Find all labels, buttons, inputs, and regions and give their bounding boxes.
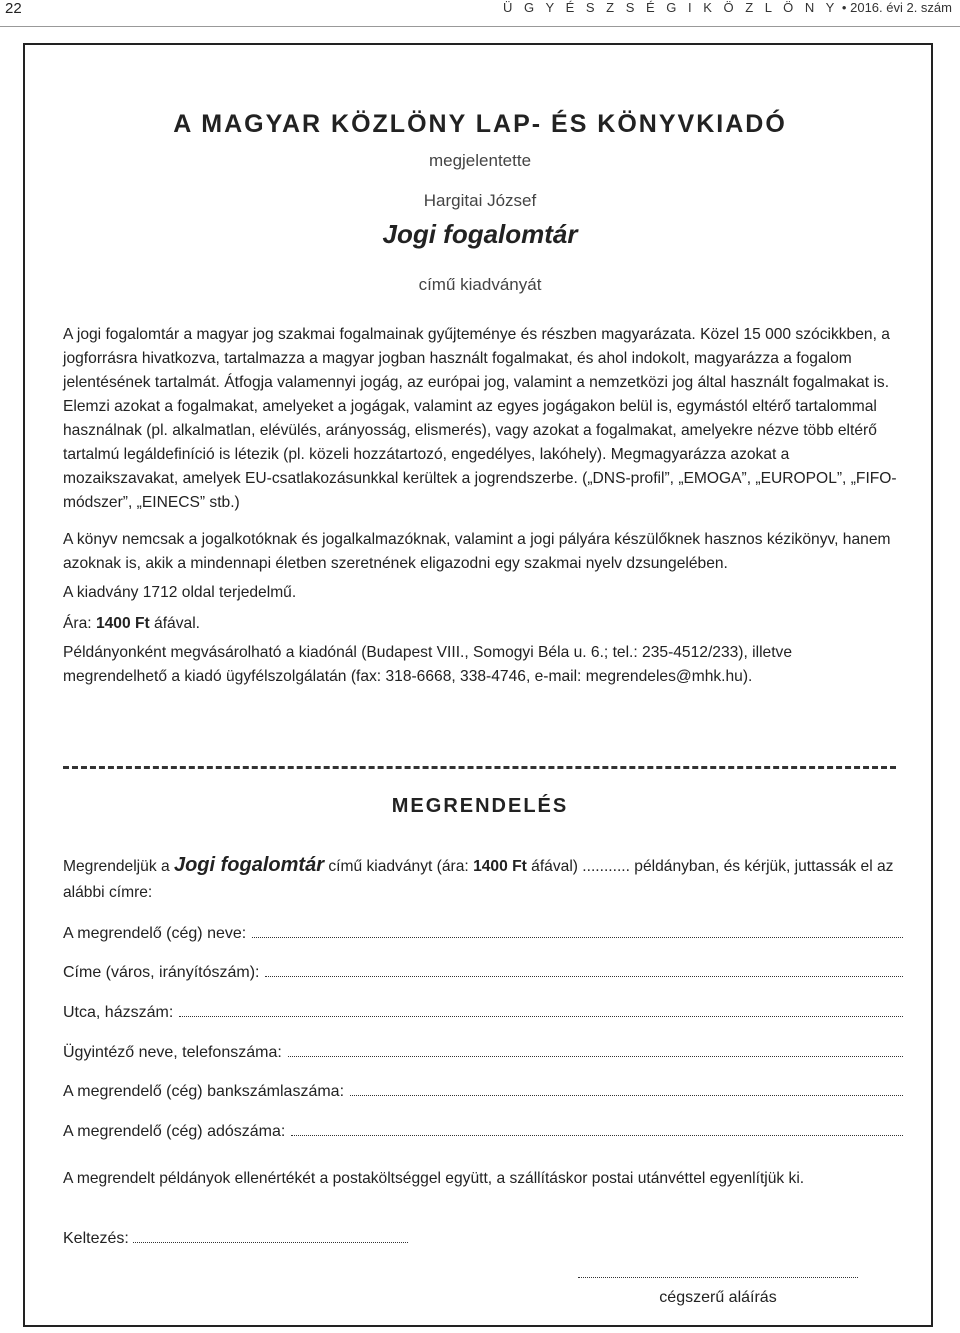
contact-label: Ügyintéző neve, telefonszáma: bbox=[63, 1044, 282, 1061]
header-separator: • bbox=[841, 0, 847, 15]
order-heading: MEGRENDELÉS bbox=[391, 795, 569, 817]
journal-name: Ü G Y É S Z S É G I K Ö Z L Ö N Y bbox=[503, 0, 839, 15]
price-suffix: áfával. bbox=[154, 615, 200, 632]
tax-number-field[interactable] bbox=[63, 1117, 903, 1141]
bank-account-label: A megrendelő (cég) bankszámlaszáma: bbox=[63, 1083, 345, 1100]
book-audience: A könyv nemcsak a jogalkotóknak és jogalkalmazóknak, valamint a jogi pályára készülőknek hasznos kézikönyv, hanem azoknak is, akik a mindennapi életben szeretnének eligazodni egy szakmai nyelv dzsungelében. bbox=[63, 531, 891, 572]
payment-note: A megrendelt példányok ellenértékét a postaköltséggel együtt, a szállításkor postai utánvéttel egyenlítjük ki. bbox=[63, 1170, 805, 1187]
street-label: Utca, házszám: bbox=[63, 1004, 174, 1021]
company-name-label: A megrendelő (cég) neve: bbox=[63, 925, 247, 942]
running-title bbox=[503, 0, 952, 15]
company-name-line[interactable] bbox=[252, 936, 903, 938]
book-length: A kiadvány 1712 oldal terjedelmű. bbox=[63, 584, 297, 601]
tax-number-line[interactable] bbox=[291, 1134, 903, 1136]
order-intro-price: 1400 Ft bbox=[473, 858, 527, 875]
signature-label: cégszerű aláírás bbox=[659, 1289, 777, 1306]
date-field[interactable] bbox=[63, 1224, 408, 1248]
issue-number: 2016. évi 2. szám bbox=[850, 0, 952, 15]
order-intro-prefix: Megrendeljük a bbox=[63, 858, 170, 875]
date-label: Keltezés: bbox=[63, 1230, 129, 1247]
running-header bbox=[0, 0, 960, 26]
order-intro-title: Jogi fogalomtár bbox=[173, 854, 324, 876]
bank-account-line[interactable] bbox=[350, 1094, 903, 1096]
contact-line[interactable] bbox=[288, 1055, 903, 1057]
street-field[interactable] bbox=[63, 998, 903, 1022]
cut-line bbox=[63, 766, 896, 769]
order-intro-mid: című kiadványt (ára: bbox=[328, 858, 469, 875]
address-city-label: Címe (város, irányítószám): bbox=[63, 964, 260, 981]
address-city-line[interactable] bbox=[265, 975, 903, 977]
page-number: 22 bbox=[5, 0, 22, 17]
price-value: 1400 Ft bbox=[95, 615, 150, 632]
date-line[interactable] bbox=[133, 1241, 408, 1243]
contact-field[interactable] bbox=[63, 1038, 903, 1062]
address-city-field[interactable] bbox=[63, 958, 903, 982]
tax-number-label: A megrendelő (cég) adószáma: bbox=[63, 1123, 286, 1140]
order-intro bbox=[63, 852, 903, 906]
publisher-name: A MAGYAR KÖZLÖNY LAP- ÉS KÖNYVKIADÓ bbox=[173, 110, 787, 138]
book-title: Jogi fogalomtár bbox=[382, 219, 578, 249]
header-rule bbox=[0, 26, 960, 27]
book-description: A jogi fogalomtár a magyar jog szakmai fogalmainak gyűjteménye és részben magyarázata. Közel 15 000 szócikkben, a jogforrásra hivatkozva, tartalmazza a magyar jogban használt fogalmakat, és ahol indokolt, magyarázza a fogalom jelentésének tartalmát. Átfogja valamennyi jogág, az európai jog, valamint a nemzetközi jog által használt fogalmakat is. Elemzi azokat a fogalmakat, amelyeket a jogágak, valamint az egyes jogágakon belül is, egymástól eltérő tartalommal használnak (pl. alkalmatlan, elévülés, arányosság, elismerés), vagy azokat a fogalmakat, amelyekre nézve több eltérő tartalmú legáldefiníció is létezik (pl. közeli hozzátartozó, engedélyes, lakóhely). Megmagyarázza azokat a mozaikszavakat, amelyek EU-csatlakozásunkkal kerültek a jogrendszerbe. („DNS-profil”, „EMOGA”, „EUROPOL”, „FIFO-módszer”, „EINECS” stb.) bbox=[63, 326, 897, 511]
order-intro-suffix: áfával) ........... példányban, és kérjük, juttassák el az alábbi címre: bbox=[63, 858, 894, 901]
company-name-field[interactable] bbox=[63, 919, 903, 943]
street-line[interactable] bbox=[179, 1015, 903, 1017]
signature-line[interactable] bbox=[578, 1277, 858, 1278]
book-price bbox=[63, 612, 898, 636]
price-prefix: Ára: bbox=[63, 615, 92, 632]
bank-account-field[interactable] bbox=[63, 1077, 903, 1101]
publication-line: című kiadványát bbox=[418, 275, 542, 294]
book-author: Hargitai József bbox=[423, 191, 537, 210]
ordering-info: Példányonként megvásárolható a kiadónál (Budapest VIII., Somogyi Béla u. 6.; tel.: 235-4512/233), illetve megrendelhető a kiadó ügyfélszolgálatán (fax: 318-6668, 338-4746, e-mail: megrendeles@mhk.hu). bbox=[63, 644, 793, 685]
published-line: megjelentette bbox=[428, 151, 532, 170]
